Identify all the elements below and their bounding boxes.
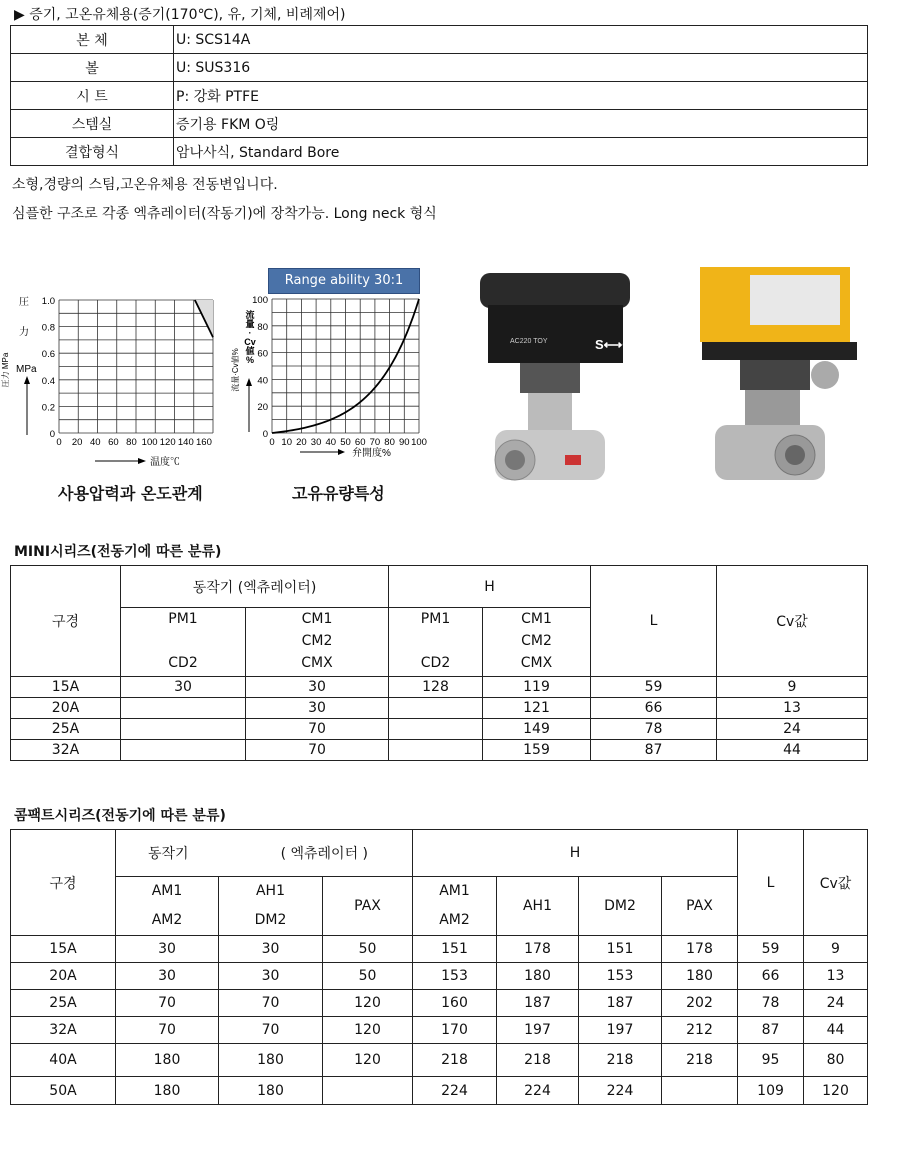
model-label <box>389 630 482 652</box>
model-label <box>121 630 245 652</box>
table-cell: 197 <box>497 1017 579 1044</box>
spec-row <box>11 110 868 138</box>
arrow-head-icon <box>246 378 252 386</box>
table-cell: 59 <box>591 677 717 698</box>
subheader-model <box>579 877 662 936</box>
spec-key: 본 체 <box>11 26 174 54</box>
x-axis-label: 弁開度% <box>352 448 391 459</box>
table-cell: 95 <box>738 1044 804 1077</box>
section-title: ▶ 증기, 고온유체용(증기(170℃), 유, 기체, 비례제어) <box>14 7 346 23</box>
table-cell: 180 <box>497 963 579 990</box>
y-tick-label: 0.2 <box>41 402 55 414</box>
range-ability-badge: Range ability 30:1 <box>268 268 420 294</box>
table-cell: 187 <box>579 990 662 1017</box>
model-label: PAX <box>354 897 381 914</box>
x-tick-label: 90 <box>399 437 410 448</box>
table-cell: 151 <box>579 936 662 963</box>
header-l: L <box>591 566 717 677</box>
spec-value: U: SUS316 <box>174 54 868 82</box>
table-cell: 78 <box>591 719 717 740</box>
table-cell: 30 <box>219 963 323 990</box>
table-cell: 218 <box>413 1044 497 1077</box>
table-cell: 32A <box>11 1017 116 1044</box>
y-axis-title: 流量·Cv値% <box>231 348 240 392</box>
table-cell: 218 <box>662 1044 738 1077</box>
description-2: 심플한 구조로 각종 엑츄레이터(작동기)에 장착가능. Long neck 형식 <box>12 206 437 222</box>
table-cell: 178 <box>497 936 579 963</box>
table-cell: 20A <box>11 698 121 719</box>
table-cell: 50 <box>323 963 413 990</box>
table-cell: 180 <box>116 1044 219 1077</box>
table-cell: 30 <box>121 677 246 698</box>
table-cell: 159 <box>483 740 591 761</box>
header-h: H <box>389 566 591 608</box>
table-cell: 70 <box>246 719 389 740</box>
subheader-model <box>246 608 389 677</box>
table-cell: 70 <box>246 740 389 761</box>
table-cell: 120 <box>804 1077 868 1105</box>
table-cell: 224 <box>497 1077 579 1105</box>
table-cell: 9 <box>717 677 868 698</box>
model-label: DM2 <box>254 912 287 928</box>
table-cell <box>121 698 246 719</box>
model-label: CMX <box>520 655 553 671</box>
model-label: PM1 <box>168 611 198 627</box>
model-label: CMX <box>301 655 333 671</box>
spec-key: 시 트 <box>11 82 174 110</box>
table-row <box>11 740 868 761</box>
model-label: AH1 <box>255 883 285 899</box>
spec-value: P: 강화 PTFE <box>174 82 868 110</box>
subheader-model <box>323 877 413 936</box>
table-cell: 87 <box>591 740 717 761</box>
spec-row <box>11 82 868 110</box>
y-tick-label: 0.4 <box>41 375 55 387</box>
table-cell: 70 <box>116 990 219 1017</box>
header-l: L <box>738 830 804 936</box>
header-actuator-sub: ( 엑츄레이터 ) <box>280 846 369 862</box>
header-actuator <box>116 830 413 877</box>
header-actuator-label: 동작기 <box>148 846 189 862</box>
y-axis-label: MPa <box>16 364 37 375</box>
table-cell: 13 <box>804 963 868 990</box>
model-label: AM2 <box>151 912 183 928</box>
y-tick-label: 60 <box>257 348 268 360</box>
x-tick-label: 70 <box>369 437 381 448</box>
model-label: AH1 <box>522 897 552 914</box>
table-cell: 119 <box>483 677 591 698</box>
x-tick-label: 60 <box>354 437 366 448</box>
y-axis-label: 力 <box>19 327 29 338</box>
table-cell: 70 <box>219 990 323 1017</box>
header-bore: 구경 <box>11 830 116 936</box>
photo-label: AC220 TOY <box>510 338 548 345</box>
spec-row <box>11 26 868 54</box>
table-cell <box>323 1077 413 1105</box>
model-label: AM1 <box>151 883 183 899</box>
table-cell: 70 <box>116 1017 219 1044</box>
arrow-head-icon <box>138 458 146 464</box>
table-cell: 180 <box>219 1044 323 1077</box>
subheader-model <box>497 877 579 936</box>
table-cell: 66 <box>738 963 804 990</box>
header-actuator: 동작기 (엑츄레이터) <box>121 566 389 608</box>
table-cell: 50A <box>11 1077 116 1105</box>
model-label: AM1 <box>439 883 470 899</box>
x-tick-label: 50 <box>340 437 351 448</box>
table-cell: 153 <box>579 963 662 990</box>
table-cell: 30 <box>116 936 219 963</box>
arrow-head-icon <box>338 449 345 455</box>
table-cell: 50 <box>323 936 413 963</box>
header-h: H <box>413 830 738 877</box>
spec-value: 암나사식, Standard Bore <box>174 138 868 166</box>
model-label: CM2 <box>521 633 552 649</box>
table-cell: 160 <box>413 990 497 1017</box>
y-axis-title: 圧力 MPa <box>1 352 10 388</box>
y-tick-label: 20 <box>257 402 268 414</box>
header-cv: Cv값 <box>804 830 868 936</box>
x-tick-label: 120 <box>159 437 176 448</box>
table-cell <box>121 740 246 761</box>
x-tick-label: 0 <box>269 437 275 448</box>
x-tick-label: 140 <box>177 437 194 448</box>
table-cell <box>662 1077 738 1105</box>
spec-row <box>11 138 868 166</box>
table-cell: 178 <box>662 936 738 963</box>
y-axis-label: · <box>248 328 252 338</box>
table-cell: 9 <box>804 936 868 963</box>
x-tick-label: 60 <box>108 437 119 448</box>
table-cell: 109 <box>738 1077 804 1105</box>
table-cell: 218 <box>579 1044 662 1077</box>
description-1: 소형,경량의 스팀,고온유체용 전동변입니다. <box>12 177 278 193</box>
x-tick-label: 100 <box>141 437 158 448</box>
y-axis-label: 量 <box>245 319 255 329</box>
table-cell: 120 <box>323 1017 413 1044</box>
x-tick-label: 40 <box>325 437 337 448</box>
table-cell <box>389 740 483 761</box>
table-cell: 20A <box>11 963 116 990</box>
subheader-model <box>662 877 738 936</box>
x-tick-label: 10 <box>281 437 292 448</box>
model-label: CM1 <box>521 611 552 627</box>
compact-series-title: 콤팩트시리즈(전동기에 따른 분류) <box>14 808 226 824</box>
table-row <box>11 698 868 719</box>
subheader-model <box>116 877 219 936</box>
table-row <box>11 1077 868 1105</box>
model-label: DM2 <box>604 897 636 914</box>
table-cell: 87 <box>738 1017 804 1044</box>
x-tick-label: 0 <box>56 437 62 448</box>
chart-right-caption: 고유유량특성 <box>292 484 385 503</box>
table-cell: 66 <box>591 698 717 719</box>
header-cv: Cv값 <box>717 566 868 677</box>
table-row <box>11 990 868 1017</box>
y-axis-label: 圧 <box>19 297 29 308</box>
table-cell: 30 <box>219 936 323 963</box>
table-cell: 224 <box>413 1077 497 1105</box>
table-cell: 212 <box>662 1017 738 1044</box>
product-photo-yellow-actuator <box>690 265 870 505</box>
y-axis-label: 値 <box>245 346 255 356</box>
x-tick-label: 20 <box>71 437 83 448</box>
subheader-model <box>389 608 483 677</box>
model-label: CM2 <box>301 633 333 649</box>
subheader-model <box>483 608 591 677</box>
spec-value: 증기용 FKM O링 <box>174 110 868 138</box>
table-row <box>11 1044 868 1077</box>
chart-left-caption: 사용압력과 온도관계 <box>58 484 203 503</box>
table-cell: 180 <box>116 1077 219 1105</box>
table-cell: 25A <box>11 719 121 740</box>
model-label: AM2 <box>439 912 470 928</box>
table-cell: 153 <box>413 963 497 990</box>
spec-key: 볼 <box>11 54 174 82</box>
table-cell: 13 <box>717 698 868 719</box>
x-tick-label: 80 <box>384 437 395 448</box>
table-cell: 202 <box>662 990 738 1017</box>
table-cell <box>389 719 483 740</box>
table-cell: 149 <box>483 719 591 740</box>
mini-series-table <box>10 565 868 761</box>
x-tick-label: 100 <box>411 437 427 448</box>
spec-key: 결합형식 <box>11 138 174 166</box>
table-row <box>11 1017 868 1044</box>
table-cell: 197 <box>579 1017 662 1044</box>
model-label: PM1 <box>420 611 451 627</box>
subheader-model <box>121 608 246 677</box>
table-cell: 120 <box>323 1044 413 1077</box>
table-row <box>11 677 868 698</box>
table-cell: 187 <box>497 990 579 1017</box>
table-cell: 78 <box>738 990 804 1017</box>
x-tick-label: 30 <box>310 437 322 448</box>
x-tick-label: 80 <box>126 437 137 448</box>
x-tick-label: 40 <box>89 437 101 448</box>
table-cell: 30 <box>116 963 219 990</box>
table-cell: 44 <box>717 740 868 761</box>
photo-label-so: S⟷O <box>595 337 633 352</box>
table-row <box>11 719 868 740</box>
product-photo-black-actuator <box>470 265 650 505</box>
spec-row <box>11 54 868 82</box>
table-cell: 120 <box>323 990 413 1017</box>
spec-value: U: SCS14A <box>174 26 868 54</box>
table-cell: 218 <box>497 1044 579 1077</box>
table-cell: 224 <box>579 1077 662 1105</box>
table-cell: 32A <box>11 740 121 761</box>
y-tick-label: 80 <box>257 321 268 333</box>
compact-series-table <box>10 829 868 1105</box>
table-row <box>11 936 868 963</box>
subheader-model <box>413 877 497 936</box>
table-cell: 25A <box>11 990 116 1017</box>
spec-table <box>10 25 868 166</box>
y-axis-label: % <box>245 355 255 365</box>
table-cell: 170 <box>413 1017 497 1044</box>
y-axis-label: Cv <box>244 337 256 347</box>
table-cell: 24 <box>804 990 868 1017</box>
table-cell: 180 <box>219 1077 323 1105</box>
table-cell: 121 <box>483 698 591 719</box>
y-tick-label: 0 <box>49 429 55 440</box>
model-label: PAX <box>686 897 713 914</box>
x-tick-label: 20 <box>296 437 307 448</box>
table-cell: 151 <box>413 936 497 963</box>
mini-series-title: MINI시리즈(전동기에 따른 분류) <box>14 544 222 560</box>
y-tick-label: 1.0 <box>41 296 55 307</box>
spec-key: 스템실 <box>11 110 174 138</box>
y-axis-label: 流 <box>245 310 255 320</box>
table-cell: 59 <box>738 936 804 963</box>
header-bore: 구경 <box>11 566 121 677</box>
table-cell: 40A <box>11 1044 116 1077</box>
y-tick-label: 100 <box>252 295 268 306</box>
x-tick-label: 160 <box>196 437 212 448</box>
model-label: CD2 <box>168 655 198 671</box>
table-cell: 24 <box>717 719 868 740</box>
table-cell: 15A <box>11 677 121 698</box>
y-tick-label: 40 <box>257 375 268 387</box>
table-cell <box>389 698 483 719</box>
table-cell <box>121 719 246 740</box>
table-cell: 30 <box>246 677 389 698</box>
table-cell: 30 <box>246 698 389 719</box>
table-cell: 128 <box>389 677 483 698</box>
y-tick-label: 0.8 <box>41 322 55 334</box>
arrow-head-icon <box>24 376 30 384</box>
model-label: CM1 <box>301 611 333 627</box>
table-cell: 80 <box>804 1044 868 1077</box>
table-cell: 180 <box>662 963 738 990</box>
table-cell: 44 <box>804 1017 868 1044</box>
table-row <box>11 963 868 990</box>
y-tick-label: 0 <box>262 429 268 440</box>
subheader-model <box>219 877 323 936</box>
table-cell: 70 <box>219 1017 323 1044</box>
table-cell: 15A <box>11 936 116 963</box>
model-label: CD2 <box>420 655 451 671</box>
x-axis-label: 温度℃ <box>150 457 180 468</box>
y-tick-label: 0.6 <box>41 349 55 361</box>
